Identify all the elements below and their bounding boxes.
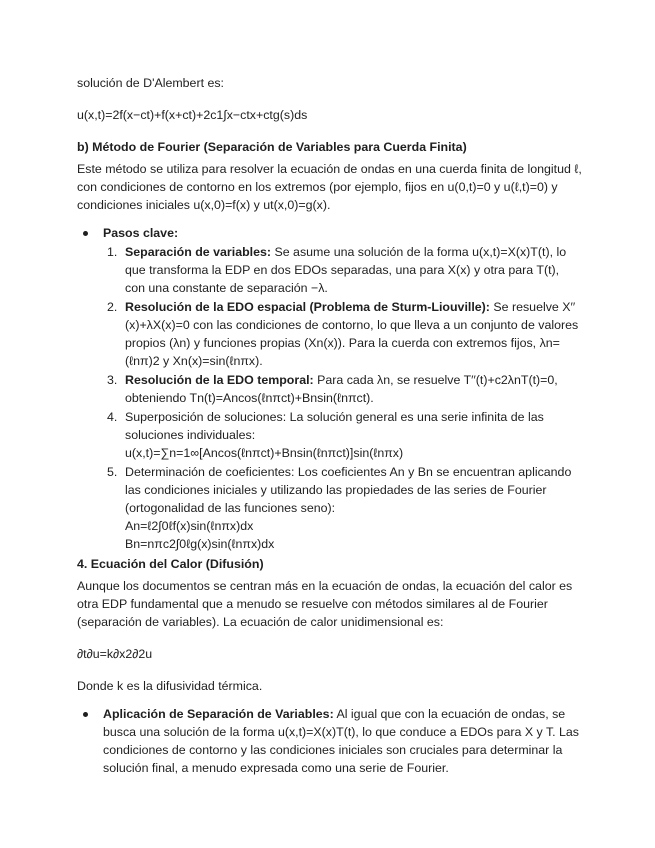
- bullet-bold: Aplicación de Separación de Variables:: [103, 707, 334, 721]
- step-formula: An=ℓ2∫0ℓf(x)sin(ℓnπx)dx: [125, 519, 254, 533]
- step-item: [77, 298, 582, 370]
- intro-line: solución de D'Alembert es:: [77, 76, 224, 90]
- step-item: [77, 371, 582, 407]
- section-b-paragraph: Este método se utiliza para resolver la ecuación de ondas en una cuerda finita de longitud ℓ, con condiciones de contorno en los extremos (por ejemplo, fijos en u(0,t)=0 y u(ℓ,t)=0) y condiciones iniciales u(x,0)=f(x) y ut(x,0)=g(x).: [77, 162, 582, 212]
- step-formula: Bn=nπc2∫0ℓg(x)sin(ℓnπx)dx: [125, 537, 275, 551]
- step-number: 1.: [107, 245, 118, 259]
- step-number: 5.: [107, 465, 118, 479]
- bullet-dot: [83, 231, 88, 236]
- bullet-text: Al igual que con la ecuación de ondas, se busca una solución de la forma u(x,t)=X(x)T(t), lo que conduce a EDOs para X y T. Las condiciones de contorno y las condiciones iniciales son cruciales para determinar la solución final, a menudo expresada como una serie de Fourier.: [103, 707, 580, 775]
- step-bold: Resolución de la EDO temporal:: [125, 373, 314, 387]
- section-4-paragraph: Aunque los documentos se centran más en la ecuación de ondas, la ecuación del calor es otra EDP fundamental que a menudo se resuelve con métodos similares al de Fourier (separación de variables). La ecuación de calor unidimensional es:: [77, 579, 573, 629]
- bullet-dot: [83, 712, 88, 717]
- step-text: Superposición de soluciones: La solución general es una serie infinita de las soluciones individuales:: [125, 410, 544, 442]
- step-text: Se asume una solución de la forma u(x,t)=X(x)T(t), lo que transforma la EDP en dos EDOs separadas, una para X(x) y otra para T(t), con una constante de separación −λ.: [125, 245, 567, 295]
- step-text: Se resuelve X′′(x)+λX(x)=0 con las condiciones de contorno, lo que lleva a un conjunto de valores propios (λn) y funciones propias (Xn(x)). Para la cuerda con extremos fijos, λn=(ℓnπ)2 y Xn(x)=sin(ℓnπx).: [125, 300, 579, 368]
- step-item: [77, 243, 582, 297]
- heat-equation-formula: ∂t∂u=k∂x2∂2u: [77, 647, 153, 661]
- step-number: 2.: [107, 300, 118, 314]
- dalembert-formula: u(x,t)=2f(x−ct)+f(x+ct)+2c1∫x−ctx+ctg(s)ds: [77, 108, 308, 122]
- diffusivity-note: Donde k es la difusividad térmica.: [77, 679, 263, 693]
- separation-bullet: [77, 705, 582, 777]
- step-text: Para cada λn, se resuelve T′′(t)+c2λnT(t)=0, obteniendo Tn(t)=Ancos(ℓnπct)+Bnsin(ℓnπct).: [125, 373, 558, 405]
- key-steps-bullet: [77, 224, 582, 242]
- step-text: Determinación de coeficientes: Los coeficientes An y Bn se encuentran aplicando las condiciones iniciales y utilizando las propiedades de las series de Fourier (ortogonalidad de las funciones seno):: [125, 465, 572, 515]
- step-formula: u(x,t)=∑n=1∞[Ancos(ℓnπct)+Bnsin(ℓnπct)]sin(ℓnπx): [125, 446, 404, 460]
- step-bold: Separación de variables:: [125, 245, 272, 259]
- key-steps-label: Pasos clave:: [103, 226, 179, 240]
- step-number: 3.: [107, 373, 118, 387]
- step-item: [77, 463, 582, 553]
- step-bold: Resolución de la EDO espacial (Problema de Sturm-Liouville):: [125, 300, 490, 314]
- section-b-title: b) Método de Fourier (Separación de Variables para Cuerda Finita): [77, 140, 467, 154]
- steps-list: [77, 243, 582, 553]
- step-number: 4.: [107, 410, 118, 424]
- step-item: [77, 408, 582, 462]
- document-page: [77, 74, 582, 777]
- section-4-title: 4. Ecuación del Calor (Difusión): [77, 557, 264, 571]
